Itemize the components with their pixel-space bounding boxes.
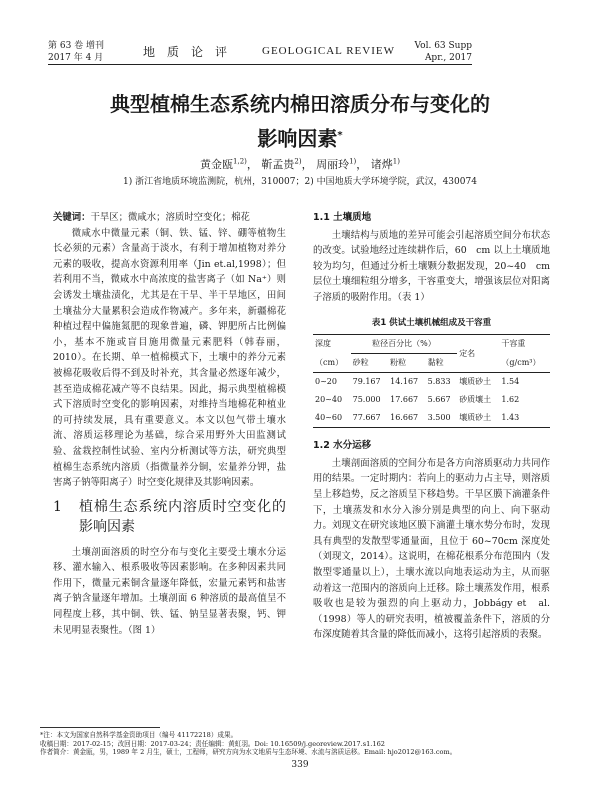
table-row bbox=[313, 409, 550, 428]
footnote-fund: *注：本文为国家自然科学基金资助项目（编号 41172218）成果。 bbox=[40, 731, 238, 739]
col-header-density: 干容重 bbox=[499, 335, 550, 354]
keywords bbox=[53, 210, 286, 226]
title-line-2 bbox=[40, 120, 560, 155]
author-name: 靳孟贵 bbox=[261, 158, 295, 171]
table-1-title: 表1 供试土壤机械组成及干容重 bbox=[371, 317, 492, 328]
affiliations: 1) 浙江省地质环境监测院，杭州，310007；2) 中国地质大学环境学院，武汉，430074 bbox=[123, 177, 477, 187]
cell-soil-name: 壤质砂土 bbox=[457, 409, 499, 428]
col-header-depth-unit: （cm） bbox=[313, 354, 351, 373]
col-header-silt: 粉粒 bbox=[388, 354, 426, 373]
section-1-1-paragraph: 土壤结构与质地的差异可能会引起溶质空间分布状态的改变。试验地经过连续耕作后，60 cm 以上土壤质地较为均匀，但通过分析土壤颗分数据发现，20~40 cm 层位土壤细粒组分增多，干容重变大，增强该层位对阳离子溶质的吸附作用。（表 1） bbox=[313, 229, 550, 303]
cell-depth: 0~20 bbox=[315, 377, 337, 387]
header-volume-en: Vol. 63 Supp bbox=[414, 41, 472, 51]
cell-soil-name: 壤质砂土 bbox=[459, 377, 492, 387]
cell-silt: 16.667 bbox=[388, 409, 426, 428]
header-date-en: Apr., 2017 bbox=[424, 53, 472, 63]
col-header-density-unit: （g/cm³） bbox=[499, 354, 550, 373]
cell-silt: 17.667 bbox=[390, 395, 419, 405]
cell-sand: 75.000 bbox=[352, 395, 381, 405]
author-name: 黄金瓯 bbox=[200, 158, 234, 171]
title-line-1: 典型植棉生态系统内棉田溶质分布与变化的 bbox=[110, 92, 490, 116]
left-column bbox=[53, 210, 286, 638]
paper-title bbox=[40, 88, 560, 155]
cell-silt: 14.167 bbox=[390, 377, 419, 387]
journal-name-en: GEOLOGICAL REVIEW bbox=[262, 45, 395, 57]
intro-paragraph: 微咸水中微量元素（铜、铁、锰、锌、硼等植物生长必须的元素）含量高于淡水，有利于增加植物对养分元素的吸收，提高水资源利用率（Jin et.al,1998）；但若利用不当，微咸水中高浓度的盐害离子（如 Na⁺）则会诱发土壤盐渍化，尤其是在干旱、半干旱地区，田间土壤盐分大量累积会造成作物减产。多年来，新疆棉花种植过程中偏施氮肥的现象普遍，磷、钾肥所占比例偏小，基本不施或盲目施用微量元素肥料（韩春丽，2010）。在长期、单一植棉模式下，土壤中的养分元素被棉花吸收后得不到及时补充，其含量必然逐年减少，甚至造成棉花减产等不良结果。因此，揭示典型植棉模式下溶质时空变化的影响因素，对维持当地棉花种植业的可持续发展，具有重要意义。本文以包气带土壤水流、溶质运移理论为基础，综合采用野外大田监测试验、盆栽控制性试验、室内分析测试等方法，研究典型植棉生态系统内溶质（指微量养分铜，宏量养分钾，盐害离子钠等阳离子）时空变化规律及其影响因素。 bbox=[53, 227, 286, 489]
col-header-depth: 深度 bbox=[313, 335, 351, 354]
section-1-2-paragraph: 土壤剖面溶质的空间分布是各方向溶质驱动力共同作用的结果。一定时期内：若向上的驱动力占主导，则溶质呈上移趋势，反之溶质呈下移趋势。干旱区膜下滴灌条件下，土壤蒸发和水分入渗分别是典型的向上、向下驱动力。刘现文在研究该地区膜下滴灌土壤水势分布时，发现具有典型的发散型零通量面，且位于 60~70cm 深度处（刘现文，2014）。这说明，在棉花根系分布范围内（发散型零通量以上），土壤水流以向地表运动为主，从而驱动着这一范围内的溶质向上迁移。除土壤蒸发作用，根系吸收也是较为强烈的向上驱动力，Jobbágy et al.（1998）等人的研究表明，植被覆盖条件下，溶质的分布深度随着其含量的降低而减小，这将引起溶质的表聚。 bbox=[313, 457, 550, 641]
cell-density: 1.54 bbox=[501, 377, 520, 387]
header-rule bbox=[48, 64, 472, 65]
section-1-paragraph: 土壤剖面溶质的时空分布与变化主要受土壤水分运移、灌水输入、根系吸收等因素影响。在多种因素共同作用下，微量元素铜含量逐年降低，宏量元素钙和盐害离子钠含量逐年增加。土壤剖面 6 种溶质的最高值呈不同程度上移，其中铜、铁、锰、钠呈显著表聚，钙、钾未见明显表聚性。（图 1） bbox=[53, 546, 286, 636]
cell-density: 1.43 bbox=[499, 409, 550, 428]
cell-sand: 77.667 bbox=[351, 409, 389, 428]
author-list: 黄金瓯$^{1,2)}$， 靳孟贵$^{2)}$， 周丽玲$^{1)}$， 诸烨$^{1)}$ bbox=[200, 157, 400, 171]
header-volume-en-info bbox=[415, 40, 473, 64]
author-affil-mark: 2) bbox=[294, 157, 302, 166]
section-1-1-heading: 1.1 土壤质地 bbox=[313, 212, 372, 223]
header-volume-cn: 第 63 卷 增刊 bbox=[48, 41, 105, 51]
keywords-label: 关键词： bbox=[53, 212, 91, 223]
right-column bbox=[313, 210, 550, 643]
page-number: 339 bbox=[291, 760, 309, 770]
cell-clay: 5.667 bbox=[427, 395, 451, 405]
col-header-clay: 黏粒 bbox=[426, 354, 458, 373]
footnote-dates: 收稿日期：2017-02-15；改回日期：2017-03-24；责任编辑：黄虹羽。Doi: 10.16509/j.georeview.2017.s1.162 bbox=[40, 739, 385, 748]
section-1-number: 1 bbox=[53, 498, 62, 515]
cell-depth: 40~60 bbox=[313, 409, 351, 428]
footnote-rule bbox=[40, 727, 160, 728]
col-header-sand: 砂粒 bbox=[351, 354, 389, 373]
author-name: 周丽玲 bbox=[316, 158, 350, 171]
author-affil-mark: 1) bbox=[392, 157, 400, 166]
section-1-title: 植棉生态系统内溶质时空变化的影响因素 bbox=[79, 498, 286, 535]
header-date-cn: 2017 年 4 月 bbox=[48, 53, 104, 63]
table-row bbox=[313, 373, 550, 392]
author-affil-mark: 1,2) bbox=[233, 157, 247, 166]
footnotes bbox=[40, 731, 570, 757]
cell-density: 1.62 bbox=[501, 395, 520, 405]
title-line-2-text: 影响因素 bbox=[257, 126, 338, 151]
col-header-particle-group: 粒径百分比（%） bbox=[351, 335, 458, 354]
keywords-text: 干旱区；微咸水；溶质时空变化；棉花 bbox=[90, 212, 250, 223]
soil-composition-table bbox=[313, 334, 550, 428]
table-row bbox=[313, 391, 550, 409]
author-name: 诸烨 bbox=[370, 158, 393, 171]
cell-sand: 79.167 bbox=[352, 377, 381, 387]
author-affil-mark: 1) bbox=[349, 157, 357, 166]
section-1-heading bbox=[53, 497, 286, 537]
footnote-author-bio: 作者简介：黄金瓯，男，1989 年 2 月生，硕士，工程师，研究方向为水文地质与生态环境、水流与溶质运移。Email: hjo2012@163.com。 bbox=[40, 748, 457, 757]
journal-name-cn: 地质论评 bbox=[143, 45, 240, 59]
table-1 bbox=[313, 316, 550, 429]
cell-soil-name: 砂质壤土 bbox=[459, 395, 492, 405]
header-volume-info bbox=[48, 40, 104, 64]
cell-depth: 20~40 bbox=[315, 395, 343, 405]
cell-clay: 3.500 bbox=[426, 409, 458, 428]
cell-clay: 5.833 bbox=[427, 377, 451, 387]
section-1-2-heading: 1.2 水分运移 bbox=[313, 440, 372, 452]
title-footnote-mark: * bbox=[337, 130, 343, 141]
col-header-soil-name: 定名 bbox=[457, 335, 499, 373]
